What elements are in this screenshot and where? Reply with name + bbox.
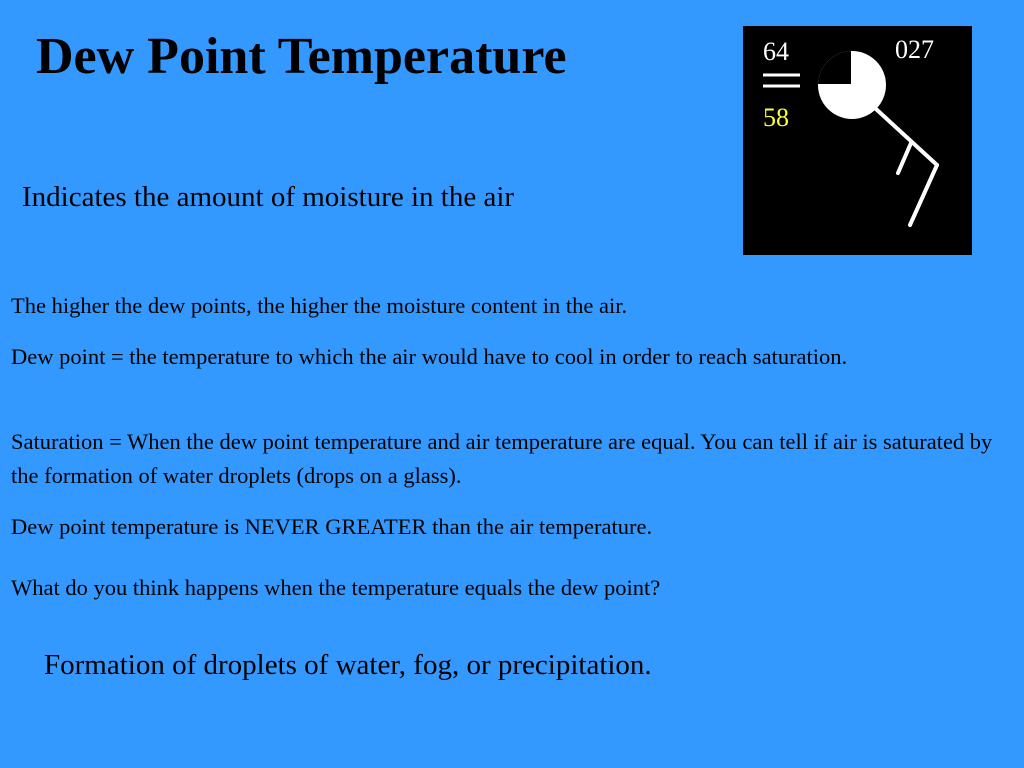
temperature-value: 64 xyxy=(763,37,789,66)
slide-title: Dew Point Temperature xyxy=(36,28,567,85)
paragraph-saturation-definition: Saturation = When the dew point temperature and air temperature are equal. You can tell if air is saturated by the formation of water droplets (drops on a glass). xyxy=(11,429,993,488)
dew-point-value: 58 xyxy=(763,103,789,132)
paragraph-dew-point-never-greater: Dew point temperature is NEVER GREATER than the air temperature. xyxy=(11,514,653,539)
wind-barb-icon xyxy=(876,109,937,225)
station-model-svg xyxy=(743,26,972,255)
fog-icon xyxy=(763,75,800,86)
station-model-diagram xyxy=(743,26,972,255)
paragraph-question: What do you think happens when the temperature equals the dew point? xyxy=(11,575,661,600)
pressure-value: 027 xyxy=(895,35,934,64)
answer-text: Formation of droplets of water, fog, or precipitation. xyxy=(44,649,652,681)
slide-subtitle: Indicates the amount of moisture in the air xyxy=(22,181,515,213)
paragraph-dew-point-moisture: The higher the dew points, the higher the moisture content in the air. xyxy=(11,293,628,318)
paragraph-dew-point-definition: Dew point = the temperature to which the air would have to cool in order to reach saturation. xyxy=(11,344,848,369)
